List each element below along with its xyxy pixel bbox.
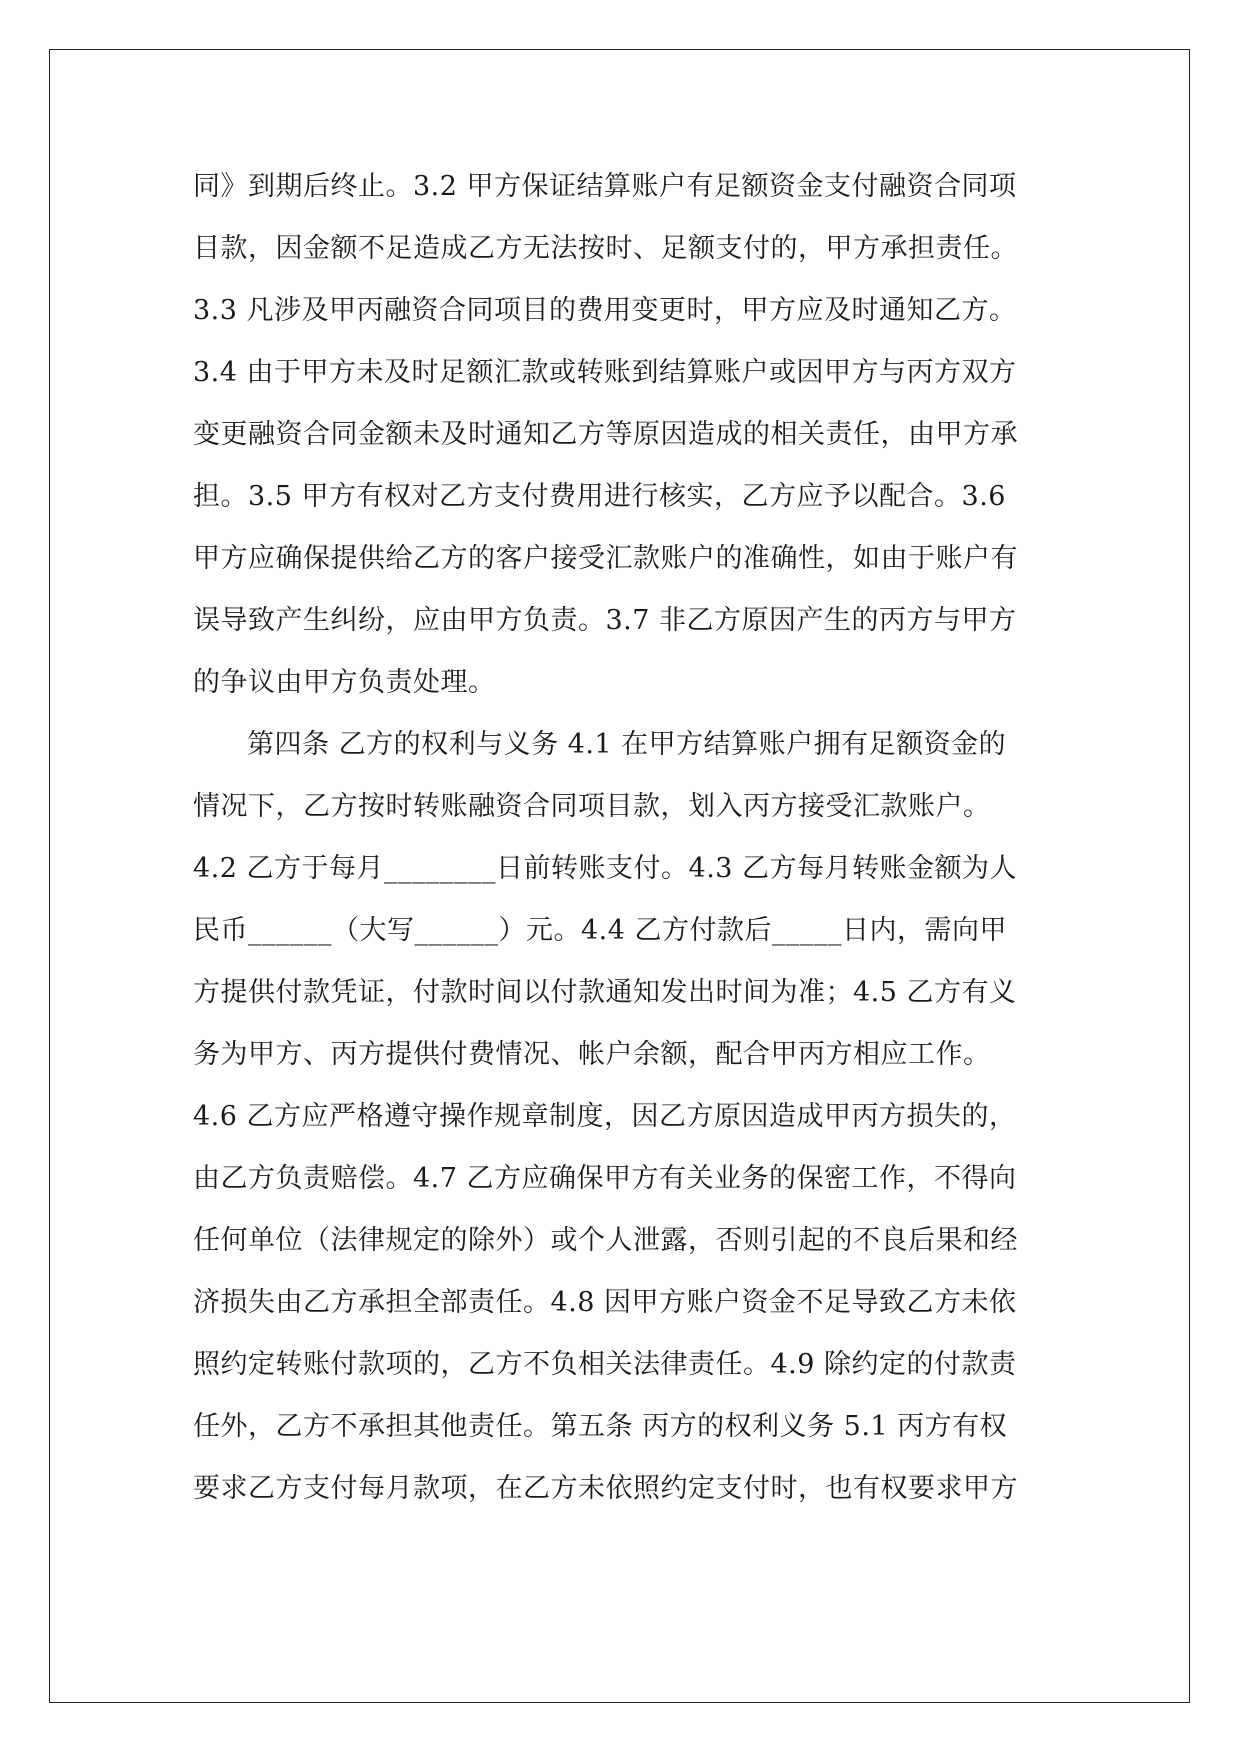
text-line: 任外，乙方不承担其他责任。第五条 丙方的权利义务 5.1 丙方有权 <box>193 1411 1008 1442</box>
text-line: 同》到期后终止。3.2 甲方保证结算账户有足额资金支付融资合同项 <box>193 171 1017 202</box>
text-line: 变更融资合同金额未及时通知乙方等原因造成的相关责任，由甲方承 <box>193 419 1018 450</box>
text-line: 甲方应确保提供给乙方的客户接受汇款账户的准确性，如由于账户有 <box>193 543 1018 574</box>
text-line: 务为甲方、丙方提供付费情况、帐户余额，配合甲丙方相应工作。 <box>193 1039 991 1070</box>
text-line: 民币______（大写______）元。4.4 乙方付款后_____日内，需向甲 <box>193 915 1008 946</box>
text-line: 要求乙方支付每月款项，在乙方未依照约定支付时，也有权要求甲方 <box>193 1473 1018 1504</box>
document-body <box>193 156 1093 1520</box>
text-line: 照约定转账付款项的，乙方不负相关法律责任。4.9 除约定的付款责 <box>193 1349 1017 1380</box>
text-line: 济损失由乙方承担全部责任。4.8 因甲方账户资金不足导致乙方未依 <box>193 1287 1017 1318</box>
text-line: 的争议由甲方负责处理。 <box>193 667 496 698</box>
text-line: 4.2 乙方于每月________日前转账支付。4.3 乙方每月转账金额为人 <box>193 853 1018 884</box>
text-line: 担。3.5 甲方有权对乙方支付费用进行核实，乙方应予以配合。3.6 <box>193 481 1006 512</box>
text-line: 由乙方负责赔偿。4.7 乙方应确保甲方有关业务的保密工作，不得向 <box>193 1163 1017 1194</box>
text-line: 任何单位（法律规定的除外）或个人泄露，否则引起的不良后果和经 <box>193 1225 1018 1256</box>
text-line: 3.4 由于甲方未及时足额汇款或转账到结算账户或因甲方与丙方双方 <box>193 357 1017 388</box>
text-line: 方提供付款凭证，付款时间以付款通知发出时间为准；4.5 乙方有义 <box>193 977 1017 1008</box>
text-line: 4.6 乙方应严格遵守操作规章制度，因乙方原因造成甲丙方损失的， <box>193 1101 1017 1132</box>
text-line: 3.3 凡涉及甲丙融资合同项目的费用变更时，甲方应及时通知乙方。 <box>193 295 1017 326</box>
text-line: 情况下，乙方按时转账融资合同项目款，划入丙方接受汇款账户。 <box>193 791 991 822</box>
section-heading-line: 第四条 乙方的权利与义务 4.1 在甲方结算账户拥有足额资金的 <box>247 729 1007 760</box>
text-line: 目款，因金额不足造成乙方无法按时、足额支付的，甲方承担责任。 <box>193 233 1018 264</box>
text-line: 误导致产生纠纷，应由甲方负责。3.7 非乙方原因产生的丙方与甲方 <box>193 605 1017 636</box>
